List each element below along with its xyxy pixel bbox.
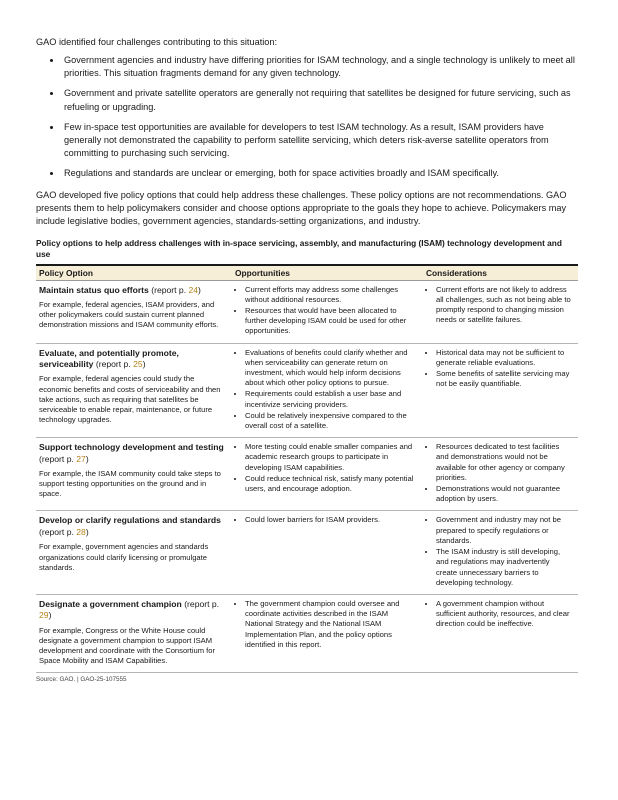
opportunities-list	[235, 348, 417, 432]
report-ref-prefix: (report p.	[39, 453, 77, 464]
opportunity-item: • The government champion could oversee and coordinate activities described in the ISAM National Strategy and the National ISAM Implementation Plan, and the policy options identified in this report.	[245, 599, 417, 650]
policy-option-description: For example, Congress or the White House could designate a government champion to support ISAM development and coordinate with the Consortium for Space Mobility and ISAM Capabilities.	[39, 625, 216, 666]
considerations-list	[426, 515, 572, 587]
report-ref-suffix: )	[85, 453, 89, 464]
challenges-list	[36, 54, 578, 181]
opportunities-cell	[232, 594, 423, 672]
opportunities-cell	[232, 511, 423, 594]
challenge-item: • Regulations and standards are unclear or emerging, both for space activities broadly and ISAM specifically.	[62, 167, 578, 180]
policy-option-description: For example, federal agencies, ISAM providers, and other policymakers could sustain current planned demonstration missions and ISAM community efforts.	[39, 300, 219, 330]
challenge-item: • Few in-space test opportunities are available for developers to test ISAM technology. As a result, ISAM providers have generally not demonstrated the capability to perform satellite servicing, which deters risk-averse satellite operators from committing to purchasing such servicing.	[62, 121, 578, 161]
challenge-item: • Government agencies and industry have differing priorities for ISAM technology, and a single technology is unlikely to meet all priorities. This situation fragments demand for any given technology.	[62, 54, 578, 80]
consideration-item: • Historical data may not be sufficient to generate reliable evaluations.	[436, 348, 572, 368]
table-title: Policy options to help address challenges with in-space servicing, assembly, and manufacturing (ISAM) technology development and use	[36, 237, 562, 260]
policy-option-cell	[36, 511, 232, 594]
policy-option-name: Evaluate, and potentially promote, serviceability	[39, 347, 179, 370]
table-row	[36, 594, 578, 672]
considerations-cell	[423, 511, 578, 594]
report-page-link[interactable]: 29	[39, 610, 49, 621]
report-ref-prefix: (report p.	[95, 359, 134, 370]
policy-option-cell	[36, 438, 232, 511]
policy-option-description: For example, the ISAM community could take steps to support testing opportunities on the ground and in space.	[39, 469, 221, 499]
policy-option-name: Develop or clarify regulations and standards	[39, 515, 221, 526]
report-page-link[interactable]: 28	[76, 526, 86, 537]
column-header-considerations: Considerations	[423, 266, 578, 281]
table-row	[36, 343, 578, 438]
table-body	[36, 280, 578, 672]
table-header-row	[36, 266, 578, 281]
report-ref-suffix: )	[198, 284, 201, 295]
policy-option-name: Maintain status quo efforts	[39, 284, 149, 295]
challenge-item: • Government and private satellite operators are generally not requiring that satellites be designed for future servicing, such as refueling or upgrading.	[62, 87, 578, 113]
opportunity-item: • Could be relatively inexpensive compared to the overall cost of a satellite.	[245, 411, 417, 431]
intro-text: GAO identified four challenges contributing to this situation:	[36, 37, 278, 47]
opportunity-item: • Could lower barriers for ISAM providers.	[245, 515, 417, 525]
source-note: Source: GAO. | GAO-25-107555	[36, 675, 127, 683]
policy-option-name: Support technology development and testing	[39, 442, 224, 453]
policy-option-title	[39, 285, 226, 296]
opportunities-cell	[232, 343, 423, 438]
report-ref-prefix: (report p.	[39, 526, 77, 537]
report-page-link[interactable]: 25	[133, 359, 143, 370]
report-ref-prefix: (report p.	[184, 598, 220, 609]
consideration-item: • Demonstrations would not guarantee adoption by users.	[436, 484, 572, 504]
policy-option-name: Designate a government champion	[39, 598, 182, 609]
table-row	[36, 280, 578, 343]
report-ref-suffix: )	[48, 610, 52, 621]
considerations-list	[426, 599, 572, 630]
policy-options-paragraph: GAO developed five policy options that could help address these challenges. These policy options are not recommendations. GAO presents them to help policymakers consider and choose options appropriate to the goals they hope to achieve. Policymakers may include legislative bodies, government agencies, standards-setting organizations, and industry.	[36, 189, 567, 226]
report-page-link[interactable]: 27	[76, 453, 86, 464]
opportunity-item: • Evaluations of benefits could clarify whether and when serviceability can generate return on investment, which would help inform decisions about which other policy options to pursue.	[245, 348, 417, 389]
opportunities-list	[235, 442, 417, 494]
policy-option-title	[39, 348, 226, 371]
report-ref-prefix: (report p.	[151, 284, 189, 295]
opportunities-list	[235, 285, 417, 337]
column-header-opportunities: Opportunities	[232, 266, 423, 281]
considerations-list	[426, 348, 572, 390]
opportunities-list	[235, 599, 417, 650]
policy-option-title	[39, 515, 226, 538]
considerations-cell	[423, 343, 578, 438]
opportunities-cell	[232, 438, 423, 511]
report-ref-suffix: )	[142, 359, 146, 370]
considerations-cell	[423, 280, 578, 343]
report-page-link[interactable]: 24	[188, 284, 199, 295]
consideration-item: • Current efforts are not likely to address all challenges, such as not being able to promptly respond to changing mission needs or satellite failures.	[436, 285, 572, 326]
report-ref-suffix: )	[85, 526, 89, 537]
consideration-item: • Government and industry may not be prepared to specify regulations or standards.	[436, 515, 572, 546]
opportunity-item: • More testing could enable smaller companies and academic research groups to participate in developing ISAM capabilities.	[245, 442, 417, 473]
column-header-policy-option: Policy Option	[36, 266, 232, 281]
considerations-list	[426, 442, 572, 504]
consideration-item: • Some benefits of satellite servicing may not be easily quantifiable.	[436, 369, 572, 389]
policy-option-description: For example, government agencies and standards organizations could clarify licensing or promulgate standards.	[39, 542, 209, 572]
considerations-cell	[423, 438, 578, 511]
considerations-list	[426, 285, 572, 326]
opportunity-item: • Requirements could establish a user base and incentivize servicing providers.	[245, 389, 417, 409]
consideration-item: • The ISAM industry is still developing, and regulations may inadvertently create unnecessary barriers to developing technology.	[436, 547, 572, 588]
consideration-item: • A government champion without sufficient authority, resources, and clear direction could be ineffective.	[436, 599, 572, 630]
considerations-cell	[423, 594, 578, 672]
policy-option-cell	[36, 280, 232, 343]
table-row	[36, 438, 578, 511]
table-row	[36, 511, 578, 594]
policy-option-cell	[36, 594, 232, 672]
opportunities-list	[235, 515, 417, 525]
policy-options-table	[36, 266, 578, 673]
opportunities-cell	[232, 280, 423, 343]
opportunity-item: • Resources that would have been allocated to further developing ISAM could be used for other opportunities.	[245, 306, 417, 337]
consideration-item: • Resources dedicated to test facilities and demonstrations would not be available for other agency or company priorities.	[436, 442, 572, 483]
policy-option-description: For example, federal agencies could study the economic benefits and costs of serviceability and then take actions, such as requiring that satellites be serviceable to enable repair, maintenance, or future technology upgrades.	[39, 374, 221, 425]
policy-option-title	[39, 442, 226, 465]
opportunity-item: • Current efforts may address some challenges without additional resources.	[245, 285, 417, 305]
policy-option-title	[39, 599, 226, 622]
opportunity-item: • Could reduce technical risk, satisfy many potential users, and encourage adoption.	[245, 474, 417, 494]
policy-option-cell	[36, 343, 232, 438]
